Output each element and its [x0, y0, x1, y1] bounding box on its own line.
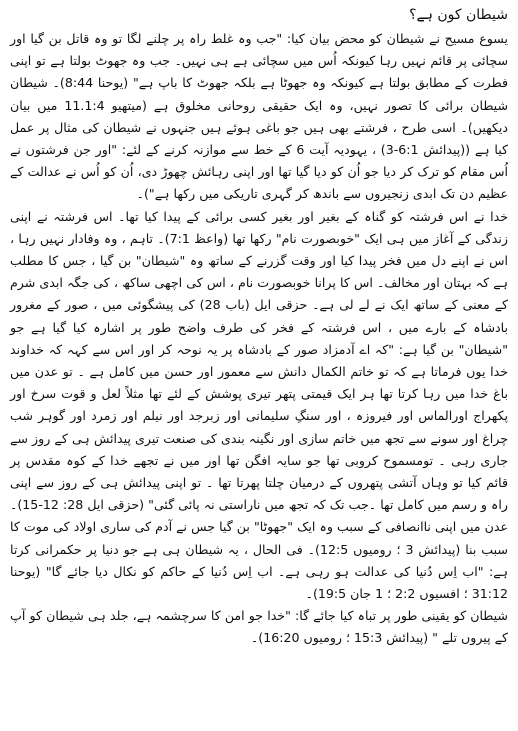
- article-paragraph: یسوع مسیح نے شیطان کو محض بیان کیا: "جب وہ غلط راہ پر چلنے لگا تو وہ قاتل بن گیا اور سچائی پر قائم نہیں رہا کیونکہ اُس میں سچائی ہے ہی نہیں۔ جب وہ جھوٹ بولتا ہے تو اپنی فطرت کے مطابق بولتا ہے کیونکہ وہ جھوٹا ہے بلکہ جھوٹ کا باپ ہے" (یوحنا 8:44)۔ شیطان شیطان برائی کا تصور نہیں، وہ ایک حقیقی روحانی مخلوق ہے (میتھیو 11.1:4 میں بیان دیکھیں)۔ اسی طرح ، فرشتے بھی ہیں جو باغی ہوئے ہیں جنہوں نے شیطان کی مثال پر عمل کیا ہے ((پیدائش 6:1-3) ، یہودیہ آیت 6 کے خط سے موازنہ کرنے کے لئے: "اور جن فرشتوں نے اُس مقام کو ترک کر دیا جو اُن کو دیا گیا تھا اور اپنی رہائش چھوڑ دی، اُن کو اُس نے عدالت کے عظیم دن تک ابدی زنجیروں سے باندھ کر گہری تاریکی میں رکھا ہے")۔: [10, 31, 509, 202]
- article-paragraph: شیطان کو یقینی طور پر تباہ کیا جائے گا: "خدا جو امن کا سرچشمہ ہے، جلد ہی شیطان کو آپ کے پیروں تلے " (پیدائش 15:3 ؛ رومیوں 16:20)۔: [10, 608, 508, 646]
- article-title: شیطان کون ہے؟: [409, 7, 508, 23]
- article-paragraph: خدا نے اس فرشتہ کو گناہ کے بغیر اور بغیر کسی برائی کے پیدا کیا تھا۔ اس فرشتہ نے اپنی زندگی کے آغاز میں ہی ایک "خوبصورت نام" رکھا تھا (واعظ 7:1)۔ تاہم ، وہ وفادار نہیں رہا ، اس نے اپنے دل میں فخر پیدا کیا اور وقت گزرنے کے ساتھ وہ "شیطان" بن گیا ، جس کا مطلب ہے کہ بہتان اور مخالف۔ اس کا پرانا خوبصورت نام ، اس کی اچھی ساکھ ، کی جگہ ابدی شرم کے معنی کے ساتھ ایک نے لے لی ہے۔ حزقی ایل (باب 28) کی پیشگوئی میں ، صور کے مغرور بادشاہ کے بارے میں ، اس فرشتہ کے فخر کی طرف واضح طور پر اشارہ کیا گیا ہے جو "شیطان" بن گیا ہے: "کہ اے آدمزاد صور کے بادشاہ پر یہ نوحہ کر اور اس سے کہہ کہ خداوند خدا یوں فرماتا ہے کہ تو خاتم الکمال دانش سے معمور اور حسن میں کامل ہے ۔ تو عدن میں باغ خدا میں رہا کرتا تھا ہر ایک قیمتی پتھر تیری پوشش کے لئے تھا مثلاً لعل و قوت سرخ اور پکھراج اورالماس اور فیروزہ ، اور سنگِ سلیمانی اور زبرجد اور نیلم اور زمرد اور گوہر شب چراغ اور سونے سے تجھ میں خاتم سازی اور نگینہ بندی کی صنعت تیری پیدائش ہی کے روز سے جاری رہی ۔ تومسموح کروبی تھا جو سایہ افگن تھا اور میں نے تجھے خدا کے کوہ مقدس پر قائم کیا تو وہاں آتشی پتھروں کے درمیان چلتا پھرتا تھا ۔ تو اپنی پیدائش ہی کے روز سے اپنی راہ و رسم میں کامل تھا ۔جب تک کہ تجھ میں ناراستی نہ پائی گئی" (حزقی ایل 28: 12-15)۔ عدن میں اپنی ناانصافی کے سبب وہ ایک "جھوٹا" بن گیا جس نے آدم کی ساری اولاد کی موت کا سبب بنا (پیدائش 3 ؛ رومیوں 12:5)۔ فی الحال ، یہ شیطان ہی ہے جو دنیا پر حکمرانی کرتا ہے: "اب اِس دُنیا کی عدالت ہو رہی ہے۔ اب اِس دُنیا کے حاکم کو نکال دیا جائے گا" (یوحنا 31:12 ؛ افسیوں 2:2 ؛ 1 جان 19:5)۔: [10, 208, 509, 602]
